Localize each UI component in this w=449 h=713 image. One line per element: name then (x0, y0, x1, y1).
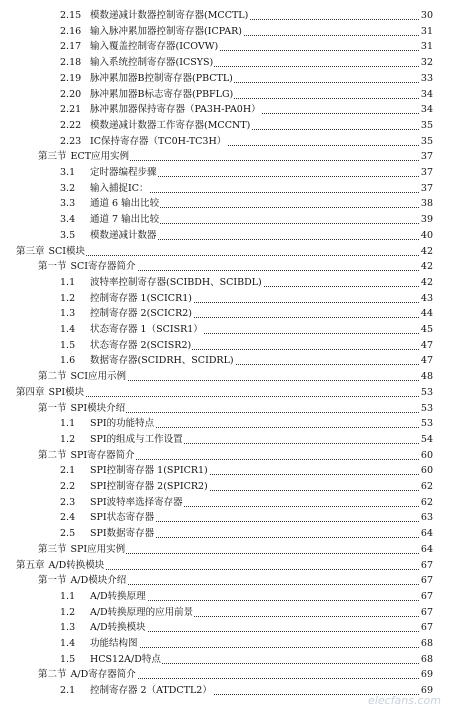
toc-chapter (0, 558, 449, 574)
toc-entry-text (60, 605, 194, 621)
toc-page-number: 34 (420, 87, 433, 103)
toc-entry-text (38, 369, 127, 385)
toc-chapter (0, 385, 449, 401)
toc-entry-number: 2.5 (60, 528, 76, 540)
toc-page-number: 67 (420, 620, 433, 636)
toc-entry (0, 479, 449, 495)
toc-page-number: 30 (420, 8, 433, 24)
toc-entry-number: 1.1 (60, 418, 76, 430)
toc-entry-number: 2.16 (60, 25, 82, 37)
toc-section (0, 259, 449, 275)
toc-entry-number: 1.5 (60, 339, 76, 351)
toc-entry-number: 1.3 (60, 622, 76, 634)
toc-entry-text (60, 652, 162, 668)
toc-entry-number: 2.17 (60, 41, 82, 53)
toc-page-number: 68 (420, 652, 433, 668)
toc-entry-title: 控制寄存器 2（ATDCTL2） (90, 685, 212, 697)
toc-entry-text (60, 322, 204, 338)
toc-entry-text (60, 306, 193, 322)
toc-entry-title: A/D模块介绍 (70, 575, 127, 587)
toc-entry-title: 输入捕捉IC： (90, 182, 149, 194)
toc-entry (0, 228, 449, 244)
toc-entry-text (60, 463, 209, 479)
toc-entry (0, 165, 449, 181)
toc-entry-title: SCI寄存器简介 (70, 261, 136, 273)
toc-entry-number: 第三章 (16, 245, 45, 257)
toc-entry-title: SPI模块介绍 (70, 402, 126, 414)
toc-entry (0, 432, 449, 448)
toc-entry (0, 416, 449, 432)
toc-section (0, 149, 449, 165)
toc-entry-text (60, 118, 251, 134)
toc-entry-text (60, 683, 213, 699)
toc-page-number: 47 (420, 353, 433, 369)
toc-page-number: 47 (420, 338, 433, 354)
toc-page-number: 53 (420, 401, 433, 417)
toc-entry-text (60, 228, 158, 244)
toc-entry-title: 通道 7 输出比较 (90, 214, 160, 226)
toc-entry (0, 306, 449, 322)
toc-entry (0, 87, 449, 103)
toc-entry (0, 652, 449, 668)
toc-entry-number: 第二节 (38, 669, 67, 681)
toc-entry-number: 第二节 (38, 449, 67, 461)
toc-entry-number: 第三节 (38, 151, 67, 163)
toc-entry-text (60, 479, 209, 495)
toc-entry-number: 1.4 (60, 324, 76, 335)
toc-entry-number: 3.1 (60, 167, 76, 178)
toc-page-number: 42 (420, 275, 433, 291)
toc-page-number: 67 (420, 573, 433, 589)
toc-entry-text (60, 165, 158, 181)
toc-entry (0, 463, 449, 479)
toc-entry-number: 第五章 (16, 559, 45, 571)
toc-page-number: 37 (420, 149, 433, 165)
toc-entry-text (60, 71, 234, 87)
toc-entry-title: SPI模块 (48, 386, 85, 398)
toc-entry-number: 2.23 (60, 135, 82, 147)
toc-page-number: 60 (420, 463, 433, 479)
toc-section (0, 542, 449, 558)
toc-page-number: 35 (420, 118, 433, 134)
toc-entry (0, 118, 449, 134)
toc-entry-title: HCS12A/D特点 (90, 653, 161, 665)
toc-entry-title: A/D转换原理的应用前景 (90, 606, 194, 618)
toc-entry (0, 589, 449, 605)
toc-page-number: 38 (420, 196, 433, 212)
toc-entry-number: 2.19 (60, 72, 82, 84)
toc-page-number: 44 (420, 306, 433, 322)
toc-entry-text (38, 401, 126, 417)
toc-entry-title: IC保持寄存器（TC0H-TC3H） (90, 135, 227, 147)
toc-entry-text (60, 353, 235, 369)
toc-entry-text (38, 573, 127, 589)
toc-entry-text (16, 244, 86, 260)
toc-page-number: 67 (420, 589, 433, 605)
toc-page-number: 45 (420, 322, 433, 338)
toc-entry-number: 2.15 (60, 10, 82, 21)
toc-section (0, 369, 449, 385)
toc-entry (0, 636, 449, 652)
toc-page-number: 42 (420, 244, 433, 260)
toc-section (0, 573, 449, 589)
toc-entry-text (60, 275, 263, 291)
toc-page-number: 33 (420, 71, 433, 87)
toc-entry (0, 510, 449, 526)
toc-entry-text (60, 495, 184, 511)
toc-entry-text (60, 636, 139, 652)
toc-entry-text (60, 510, 155, 526)
toc-entry-title: SPI的功能特点 (90, 418, 155, 430)
toc-entry-number: 2.22 (60, 119, 82, 131)
toc-entry (0, 134, 449, 150)
toc-entry-title: A/D寄存器简介 (70, 669, 136, 681)
toc-entry (0, 275, 449, 291)
toc-entry-title: ECT应用实例 (70, 151, 130, 163)
toc-entry-number: 1.2 (60, 292, 76, 304)
toc-page-number: 53 (420, 385, 433, 401)
watermark: elecfans.com (368, 694, 441, 707)
toc-entry-number: 第一节 (38, 261, 67, 273)
toc-entry-text (38, 542, 126, 558)
toc-entry-number: 3.4 (60, 214, 76, 226)
toc-entry-number: 1.5 (60, 653, 76, 665)
toc-entry-number: 1.6 (60, 355, 76, 367)
toc-entry-text (60, 589, 147, 605)
toc-entry-text (60, 8, 249, 24)
toc-entry-number: 2.21 (60, 104, 82, 116)
toc-entry-number: 2.4 (60, 512, 76, 524)
toc-entry-title: 数据寄存器(SCIDRH、SCIDRL) (90, 355, 234, 367)
toc-entry-title: 模数递减计数器工作寄存器(MCCNT) (90, 119, 251, 131)
toc-entry-title: 控制寄存器 2(SCICR2) (90, 308, 192, 320)
toc-page-number: 54 (420, 432, 433, 448)
toc-entry-text (60, 55, 214, 71)
toc-section (0, 448, 449, 464)
toc-entry-title: SPI应用实例 (70, 543, 126, 555)
toc-entry-title: 定时器编程步骤 (90, 167, 157, 178)
toc-entry (0, 102, 449, 118)
toc-entry-title: 输入脉冲累加器控制寄存器(ICPAR) (90, 25, 242, 37)
toc-entry-text (60, 416, 155, 432)
toc-entry (0, 291, 449, 307)
toc-section (0, 667, 449, 683)
toc-entry-title: 模数递减计数器 (90, 229, 157, 241)
toc-page-number: 34 (420, 102, 433, 118)
toc-entry-title: SPI状态寄存器 (90, 512, 155, 524)
toc-entry (0, 71, 449, 87)
toc-entry-text (60, 39, 219, 55)
toc-entry-title: 通道 6 输出比较 (90, 198, 160, 210)
toc-page-number: 35 (420, 134, 433, 150)
toc-entry-number: 2.2 (60, 481, 76, 492)
toc-page-number: 37 (420, 165, 433, 181)
toc-entry-title: 输入系统控制寄存器(ICSYS) (90, 57, 214, 69)
toc-entry-text (60, 181, 150, 197)
toc-entry-number: 1.2 (60, 433, 76, 445)
toc-entry-text (16, 558, 105, 574)
toc-entry-text (60, 102, 262, 118)
toc-entry-text (38, 667, 137, 683)
toc-page-number: 40 (420, 228, 433, 244)
toc-entry-text (60, 338, 192, 354)
toc-entry-number: 3.3 (60, 198, 76, 210)
toc-entry-title: 脉冲累加器B标志寄存器(PBFLG) (90, 88, 234, 100)
toc-page-number: 69 (420, 683, 433, 699)
toc-entry-title: 模数递减计数器控制寄存器(MCCTL) (90, 10, 249, 21)
toc-chapter (0, 244, 449, 260)
toc-entry-text (60, 432, 184, 448)
toc-page-number: 68 (420, 636, 433, 652)
toc-entry (0, 181, 449, 197)
toc-page-number: 53 (420, 416, 433, 432)
toc-page-number: 39 (420, 212, 433, 228)
toc-entry (0, 196, 449, 212)
toc-entry-number: 第二节 (38, 371, 67, 383)
toc-page-number: 62 (420, 495, 433, 511)
toc-entry (0, 338, 449, 354)
toc-entry-title: 状态寄存器 1（SCISR1） (90, 324, 203, 335)
toc-entry-number: 1.1 (60, 276, 76, 288)
toc-entry-number: 3.5 (60, 229, 76, 241)
toc-entry-title: 功能结构图 (90, 638, 138, 649)
toc-page-number: 67 (420, 558, 433, 574)
toc-page-number: 64 (420, 526, 433, 542)
toc-entry-title: SPI控制寄存器 1(SPICR1) (90, 465, 208, 477)
toc-section (0, 401, 449, 417)
toc-entry-title: SCI模块 (48, 245, 86, 257)
toc-entry (0, 495, 449, 511)
toc-entry (0, 526, 449, 542)
toc-entry-number: 2.1 (60, 465, 76, 477)
toc-entry-title: 输入覆盖控制寄存器(ICOVW) (90, 41, 219, 53)
toc-page-number: 69 (420, 667, 433, 683)
toc-page-number: 37 (420, 181, 433, 197)
toc-entry-text (60, 196, 160, 212)
toc-entry (0, 620, 449, 636)
toc-page-number: 32 (420, 55, 433, 71)
toc-entry-number: 3.2 (60, 182, 76, 194)
toc-entry-text (60, 291, 193, 307)
toc-entry-title: 脉冲累加器B控制寄存器(PBCTL) (90, 72, 233, 84)
toc-page-number: 63 (420, 510, 433, 526)
toc-entry-number: 第三节 (38, 543, 67, 555)
toc-entry (0, 605, 449, 621)
toc-entry-title: A/D转换原理 (90, 590, 146, 602)
toc-entry-title: 脉冲累加器保持寄存器（PA3H-PA0H） (90, 104, 261, 116)
toc-entry-number: 1.3 (60, 308, 76, 320)
toc-page-number: 48 (420, 369, 433, 385)
toc-entry-number: 第四章 (16, 386, 45, 398)
toc-page-number: 31 (420, 39, 433, 55)
toc-entry-title: SPI寄存器简介 (70, 449, 135, 461)
toc-entry-number: 第一节 (38, 402, 67, 414)
toc-entry-text (16, 385, 85, 401)
toc-entry (0, 39, 449, 55)
toc-entry-title: SCI应用示例 (70, 371, 127, 383)
toc-entry-number: 1.2 (60, 606, 76, 618)
toc-entry-title: 波特率控制寄存器(SCIBDH、SCIBDL) (90, 276, 262, 288)
toc-entry-title: SPI波特率选择寄存器 (90, 496, 183, 508)
toc-entry-text (38, 149, 130, 165)
toc-entry-title: 控制寄存器 1(SCICR1) (90, 292, 192, 304)
toc-entry-number: 2.3 (60, 496, 76, 508)
toc-entry-number: 第一节 (38, 575, 67, 587)
toc-page-number: 67 (420, 605, 433, 621)
toc-entry-text (60, 212, 160, 228)
toc-entry-text (60, 87, 234, 103)
toc-entry-text (60, 620, 147, 636)
toc-entry-title: 状态寄存器 2(SCISR2) (90, 339, 192, 351)
toc-entry-text (38, 259, 137, 275)
toc-entry-title: SPI的组成与工作设置 (90, 433, 183, 445)
toc-entry-number: 2.20 (60, 88, 82, 100)
toc-page-number: 60 (420, 448, 433, 464)
toc-entry (0, 353, 449, 369)
toc-page-number: 62 (420, 479, 433, 495)
toc-entry-number: 1.4 (60, 638, 76, 649)
toc-page-number: 64 (420, 542, 433, 558)
toc-entry-number: 1.1 (60, 590, 76, 602)
toc-entry-text (38, 448, 136, 464)
toc-entry (0, 322, 449, 338)
toc-entry-text (60, 134, 227, 150)
toc-entry-title: SPI数据寄存器 (90, 528, 155, 540)
toc-entry-text (60, 526, 155, 542)
toc-entry (0, 24, 449, 40)
toc-page-number: 31 (420, 24, 433, 40)
toc-entry-number: 2.18 (60, 57, 82, 69)
toc-entry-title: A/D转换模块 (48, 559, 105, 571)
toc-entry (0, 55, 449, 71)
toc-entry-title: A/D转换模块 (90, 622, 146, 634)
toc-page-number: 42 (420, 259, 433, 275)
toc-page-number: 43 (420, 291, 433, 307)
toc-entry (0, 8, 449, 24)
toc-entry (0, 212, 449, 228)
toc-entry-text (60, 24, 243, 40)
toc-entry-title: SPI控制寄存器 2(SPICR2) (90, 481, 208, 492)
toc-entry-number: 2.1 (60, 685, 76, 697)
